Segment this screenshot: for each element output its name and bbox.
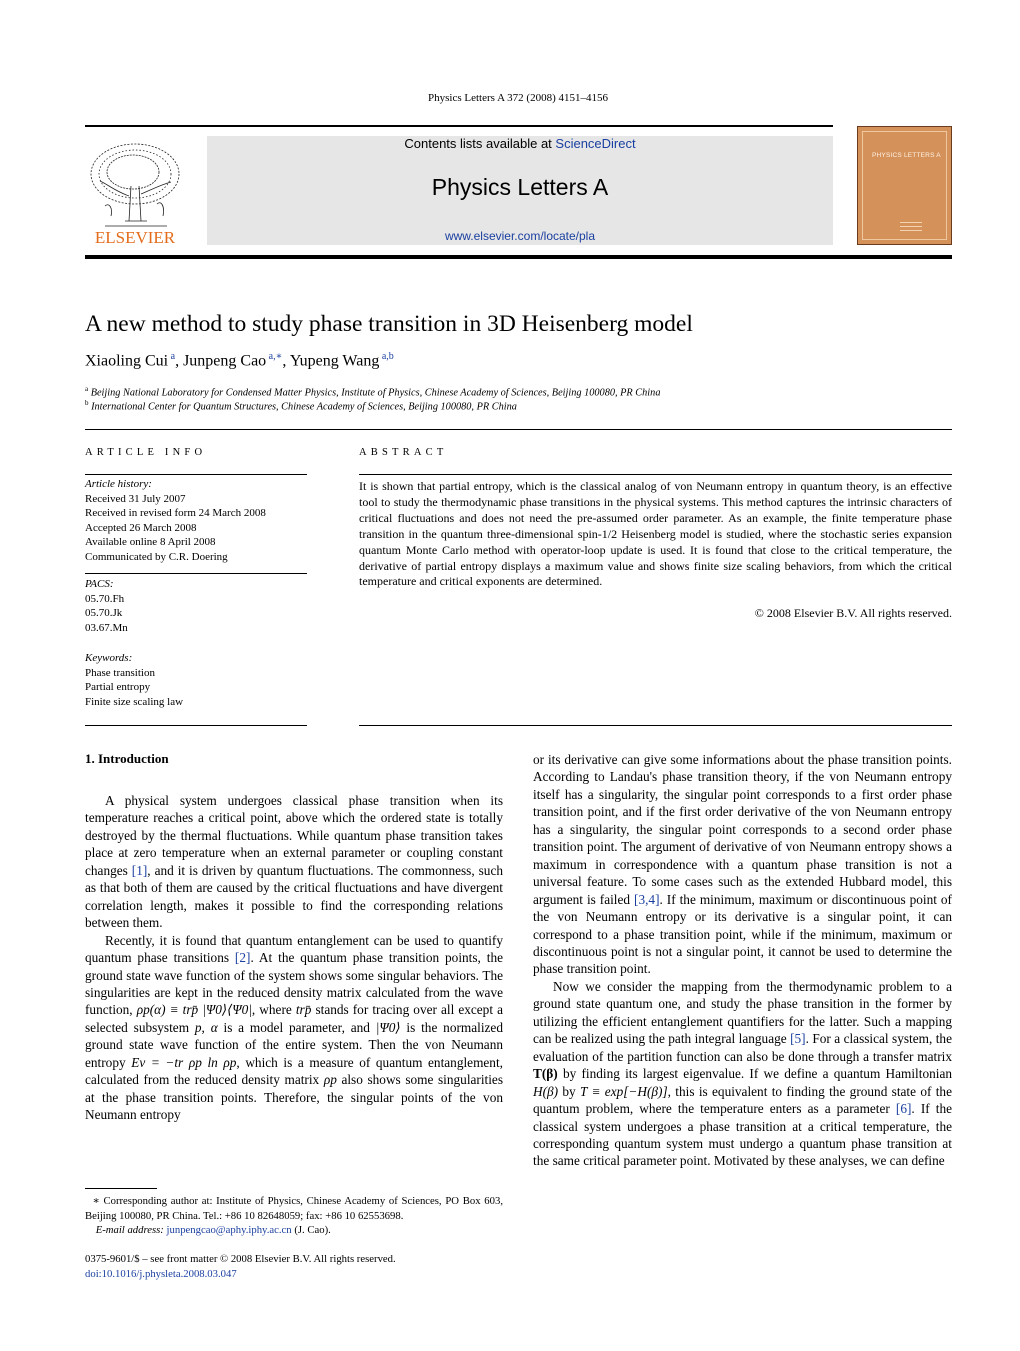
paragraph [85,932,503,1124]
text-run: , [201,1019,211,1035]
history-label: Article history: [85,478,152,490]
keyword: Finite size scaling law [85,695,184,708]
cover-title: PHYSICS LETTERS A [872,152,941,159]
pacs-code: 05.70.Jk [85,607,123,619]
history-item: Communicated by C.R. Doering [85,550,228,563]
math-inline: T(β) [533,1066,558,1082]
text-run: by finding its largest eigenvalue. If we define a quantum Hamiltonian [557,1066,952,1082]
text-run: Now we consider the mapping from the thermodynamic problem to a ground state quantum one, and study the phase transition in the former by utilizing the efficient entanglement quantifiers for the latter. Such a mapping can be realized using the path integral language [533,978,952,1047]
author-list: Xiaoling Cui $^a$, Junpeng Cao $^{a,∗}$, Yupeng Wang $^{a,b}$ [85,351,394,370]
history-item: Available online 8 April 2008 [85,536,216,548]
article-info-heading: ARTICLE INFO [85,447,207,458]
text-run: also shows some singularities at the phase transition points. Therefore, the singular points of the von Neumann entropy [85,1072,503,1123]
keywords-block [85,651,183,709]
pacs-label: PACS: [85,578,114,590]
journal-name: Physics Letters A [431,174,609,200]
body-column-right [533,751,952,1170]
affiliation-rule [85,429,952,430]
text-run: , this is equivalent to finding the ground state of the quantum problem, where the temperature enters as a parameter [533,1083,952,1117]
article-info-rule [85,725,307,726]
paragraph [533,751,952,978]
citation-link[interactable]: [1] [131,862,148,878]
masthead-bottom-rule [85,255,952,259]
text-run: . If the minimum, maximum or discontinuous point of the von Neumann entropy or its derivative is a singular point, it can correspond to a phase transition point, while if the minimum, maximum or discontinuous point is not a singular point, it cannot be used to determine the phase transition point. [533,891,952,977]
author-affil-sup[interactable]: a,b [381,351,394,362]
elsevier-logo[interactable] [85,136,185,246]
contents-prefix: Contents lists available at [404,136,556,151]
footnote-text: Corresponding author at: Institute of Physics, Chinese Academy of Sciences, PO Box 603, Beijing 100080, PR China. Tel.: +86 10 82648059; fax: +86 10 62553698. [85,1195,503,1222]
sciencedirect-link[interactable]: ScienceDirect [555,136,636,151]
text-run: by [558,1083,581,1099]
pacs-code: 03.67.Mn [85,621,128,634]
cover-decoration [900,222,922,234]
masthead-box [207,136,833,245]
body-column-left [85,792,503,1124]
citation-link[interactable]: [2] [234,950,251,966]
citation-link[interactable]: [3,4] [634,891,660,907]
math-inline: Ev = −tr ρp ln ρp [131,1054,237,1070]
history-item: Received in revised form 24 March 2008 [85,507,266,519]
math-inline: |Ψ0⟩ [375,1019,401,1035]
text-run: stands for tracing over all except a selected subsystem [85,1002,503,1035]
math-inline: ρp [323,1072,337,1088]
journal-url-link[interactable]: www.elsevier.com/locate/pla [444,229,596,243]
citation-link[interactable]: [5] [790,1031,806,1047]
doi-link[interactable]: doi:10.1016/j.physleta.2008.03.047 [85,1267,237,1280]
affiliation-text: International Center for Quantum Structures, Chinese Academy of Sciences, Beijing 100080, PR China [91,401,517,413]
section-heading-introduction: 1. Introduction [85,751,169,766]
affiliation-label: b [85,399,89,407]
text-run: . At the quantum phase transition points, the ground state wave function of the system shows some singular behaviors. The singularities are kept in the reduced density matrix calculated from the wave function, [85,950,503,1018]
paragraph [85,792,503,932]
abstract-heading: ABSTRACT [359,447,448,458]
author-name[interactable]: Yupeng Wang [289,352,380,370]
author-affil-sup[interactable]: a [170,351,176,362]
text-run: . For a classical system, the evaluation of the partition function can also be done through a transfer matrix [533,1031,952,1064]
math-inline: T ≡ exp[−H(β)] [580,1083,668,1099]
footnote-mark: ∗ [92,1195,100,1207]
tree-logo-icon [85,136,185,246]
text-run: A physical system undergoes classical phase transition when its temperature reaches a critical point, above which the ordered state is totally destroyed by the thermal fluctuations. While quantum phase transition takes place at zero temperature when an external parameter or coupling constant changes [85,793,503,878]
keyword: Phase transition [85,666,155,679]
text-run: , which is a measure of quantum entanglement, calculated from the reduced density matrix [85,1054,503,1088]
math-inline: p [194,1019,202,1035]
article-history [85,477,266,564]
corresponding-author-footnote [85,1194,503,1238]
text-run: Recently, it is found that quantum entanglement can be used to quantify quantum phase transitions [85,932,503,966]
math-inline: trp̄ [295,1002,312,1018]
issn-line: 0375-9601/$ – see front matter © 2008 Elsevier B.V. All rights reserved. [85,1253,396,1265]
math-inline: α [210,1019,218,1035]
author-affil-sup[interactable]: a,∗ [268,351,283,362]
math-inline: H(β) [533,1083,559,1099]
affiliation-label: a [85,385,89,393]
citation-link[interactable]: [6] [895,1101,912,1117]
affiliation-a [85,385,660,398]
email-suffix: (J. Cao). [291,1224,331,1236]
abstract-copyright: © 2008 Elsevier B.V. All rights reserved. [754,606,952,620]
journal-cover-thumbnail[interactable] [857,126,952,245]
journal-reference: Physics Letters A 372 (2008) 4151–4156 [428,92,608,104]
text-run: . If the classical system undergoes a phase transition at a critical temperature, the corresponding quantum system must undergo a quantum phase transition at the same critical parameter point. Motivated by these analyses, we can define [533,1101,952,1169]
footnote-rule [85,1188,157,1189]
text-run: , and it is driven by quantum fluctuations. The commonness, such as that both of them are caused by the critical fluctuations and have divergent correlation length, makes it possible to find the corresponding relations between them. [85,862,503,931]
history-item: Received 31 July 2007 [85,492,186,505]
abstract-rule [359,725,952,726]
history-item: Accepted 26 March 2008 [85,521,197,534]
affiliation-text: Beijing National Laboratory for Condensed Matter Physics, Institute of Physics, Chinese Academy of Sciences, Beijing 100080, PR China [90,387,661,399]
text-run: or its derivative can give some informations about the phase transition points. According to Landau's phase transition theory, if the von Neumann entropy itself has a singularity, the singular point corresponds to a first order phase transition point, and if the first order derivative of the von Neumann entropy has a singularity, the singular point corresponds to a second order phase transition point. The argument of derivative of von Neumann entropy shows a maximum in correspondence with a quantum phase transition is not a universal feature. To some cases such as the extended Hubbard model, this argument is failed [533,752,952,907]
text-run: , where [251,1002,296,1018]
keyword: Partial entropy [85,681,151,693]
paragraph [533,978,952,1170]
pacs-block [85,577,128,635]
contents-line [207,136,833,151]
author-name[interactable]: Xiaoling Cui [85,352,169,370]
abstract-text: It is shown that partial entropy, which is the classical analog of von Neumann entropy in quantum theory, is an effective tool to study the thermodynamic phase transitions in the physical systems. This method captures the intrinsic characters of critical fluctuations and does not need the pre-assumed order parameter. As an example, the finite temperature phase transition in the quantum three-dimensional spin-1/2 Heisenberg model is studied, where the stochastic series expansion quantum Monte Carlo method with operator-loop update is used. It is found that close to the critical temperature, the derivative of partial entropy displays a maximum value and shows finite size scaling behaviors, from which the critical temperature and critical exponents are determined. [359,479,952,589]
front-matter [85,1252,396,1281]
paper-title: A new method to study phase transition in 3D Heisenberg model [85,311,693,337]
email-label: E-mail address: [95,1224,164,1236]
masthead-top-rule [85,125,833,127]
affiliation-b [85,399,517,412]
elsevier-wordmark: ELSEVIER [94,228,176,246]
abstract-rule [359,474,952,475]
pacs-code: 05.70.Fh [85,592,125,605]
author-name[interactable]: Junpeng Cao [183,352,267,370]
text-run: is the normalized ground state wave function of the entire system. Then the von Neumann entropy [85,1019,503,1070]
math-inline: ρp(α) ≡ trp̄ |Ψ0⟩⟨Ψ0| [136,1002,252,1018]
keywords-label: Keywords: [85,652,133,664]
email-link[interactable]: junpengcao@aphy.iphy.ac.cn [166,1224,292,1236]
article-info-rule [85,474,307,475]
article-info-rule [85,573,307,574]
text-run: is a model parameter, and [217,1019,376,1035]
